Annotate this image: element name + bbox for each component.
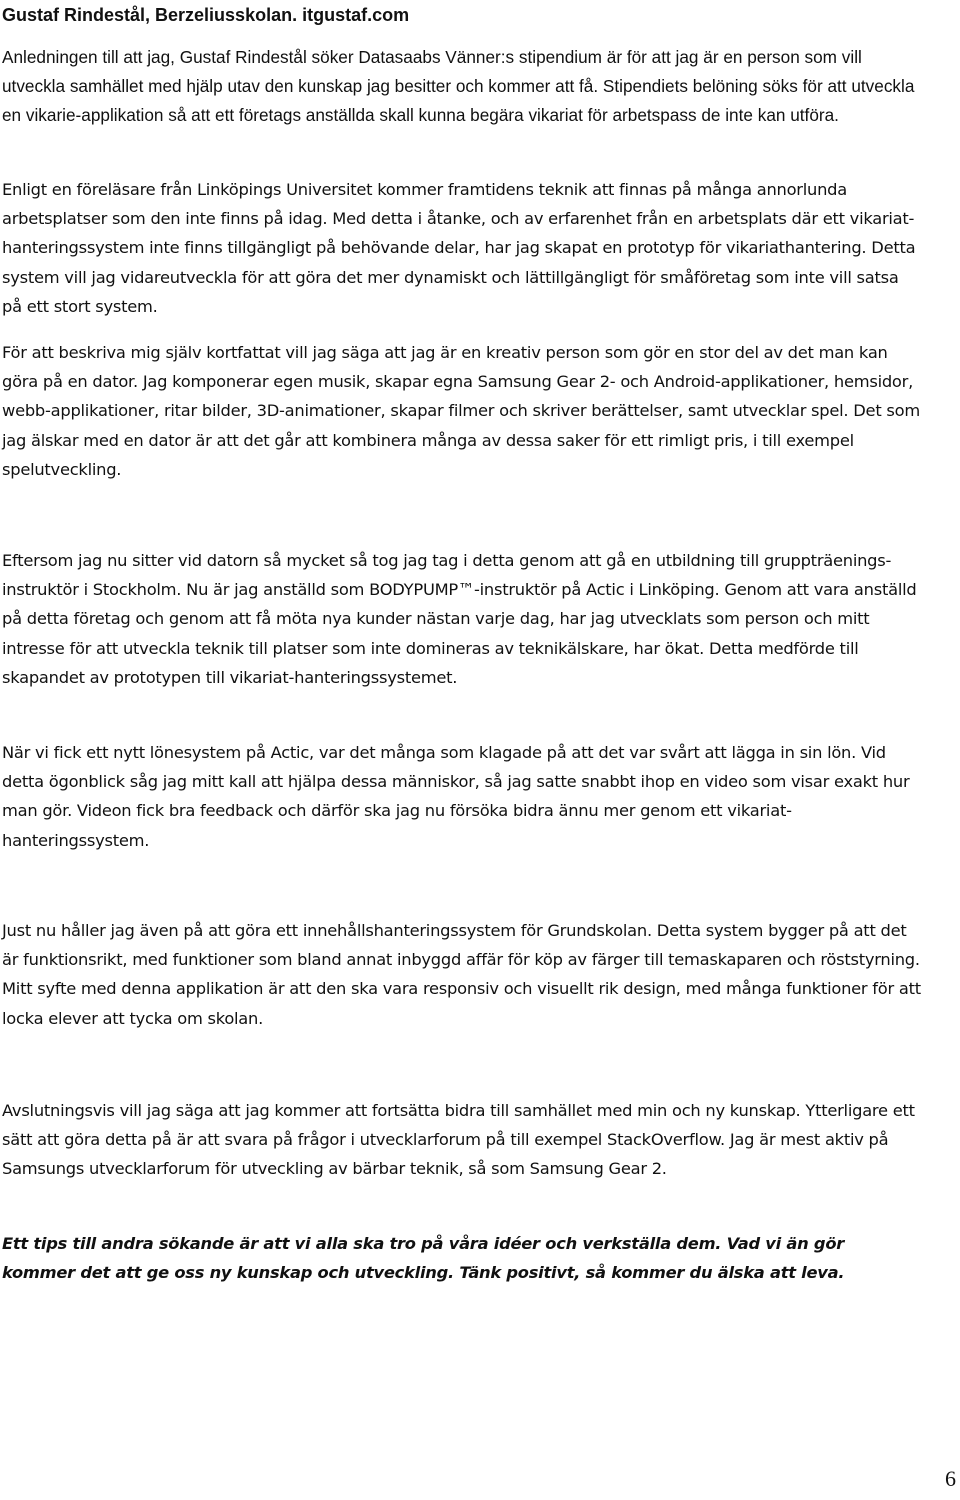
paragraph-instructor: Eftersom jag nu sitter vid datorn så mycket så tog jag tag i detta genom att gå en utbildning till gruppträenings-instruktör i Stockholm. Nu är jag anställd som BODYPUMP™-instruktör på Actic i Linköping. Genom att vara anställd på detta företag och genom att få möta nya kunder nästan varje dag, har jag utvecklats som person och mitt intresse för att utveckla teknik till platser som inte domineras av teknikälskare, har ökat. Detta medförde till skapandet av prototypen till vikariat-hanteringssystemet. xyxy=(2,551,917,687)
paragraph-salary-system: När vi fick ett nytt lönesystem på Actic, var det många som klagade på att det var svårt att lägga in sin lön. Vid detta ögonblick såg jag mitt kall att hjälpa dessa människor, så jag satte snabbt ihop en video som visar exakt hur man gör. Videon fick bra feedback och därför ska jag nu försöka bidra ännu mer genom ett vikariat-hanteringssystem. xyxy=(2,743,910,850)
paragraph-cms: Just nu håller jag även på att göra ett innehållshanteringssystem för Grundskolan. Detta system bygger på att det är funktionsrikt, med funktioner som bland annat inbyggd affär för köp av färger till temaskaparen och röststyrning. Mitt syfte med denna applikation är att den ska vara responsiv och visuellt rik design, med många funktioner för att locka elever att tycka om skolan. xyxy=(2,921,921,1028)
paragraph-tip: Ett tips till andra sökande är att vi alla ska tro på våra idéer och verkställa dem. Vad vi än gör kommer det att ge oss ny kunskap och utveckling. Tänk positivt, så kommer du älska att leva. xyxy=(2,1234,845,1283)
paragraph-conclusion: Avslutningsvis vill jag säga att jag kommer att fortsätta bidra till samhället med min och ny kunskap. Ytterligare ett sätt att göra detta på är att svara på frågor i utvecklarforum på till exempel StackOverflow. Jag är mest aktiv på Samsungs utvecklarforum för utveckling av bärbar teknik, så som Samsung Gear 2. xyxy=(2,1101,915,1179)
paragraph-about-me: För att beskriva mig själv kortfattat vill jag säga att jag är en kreativ person som gör en stor del av det man kan göra på en dator. Jag komponerar egen musik, skapar egna Samsung Gear 2- och Android-applikationer, hemsidor, webb-applikationer, ritar bilder, 3D-animationer, skapar filmer och skriver berättelser, samt utvecklar spel. Det som jag älskar med en dator är att det går att kombinera många av dessa saker för ett rimligt pris, i till exempel spelutveckling. xyxy=(2,343,920,479)
document-header: Gustaf Rindestål, Berzeliusskolan. itgustaf.com xyxy=(2,5,410,25)
paragraph-intro: Anledningen till att jag, Gustaf Rindestål söker Datasaabs Vänner:s stipendium är för att jag är en person som vill utveckla samhället med hjälp utav den kunskap jag besitter och kommer att få. Stipendiets belöning söks för att utveckla en vikarie-applikation så att ett företags anställda skall kunna begära vikariat för arbetspass de inte kan utföra. xyxy=(2,47,915,126)
paragraph-background: Enligt en föreläsare från Linköpings Universitet kommer framtidens teknik att finnas på många annorlunda arbetsplatser som den inte finns på idag. Med detta i åtanke, och av erfarenhet från en arbetsplats där ett vikariat-hanteringssystem inte finns tillgängligt på behövande delar, har jag skapat en prototyp för vikariathantering. Detta system vill jag vidareutveckla för att göra det mer dynamiskt och lättillgängligt för småföretag som inte vill satsa på ett stort system. xyxy=(2,180,916,316)
page-number: 6 xyxy=(945,1466,956,1491)
